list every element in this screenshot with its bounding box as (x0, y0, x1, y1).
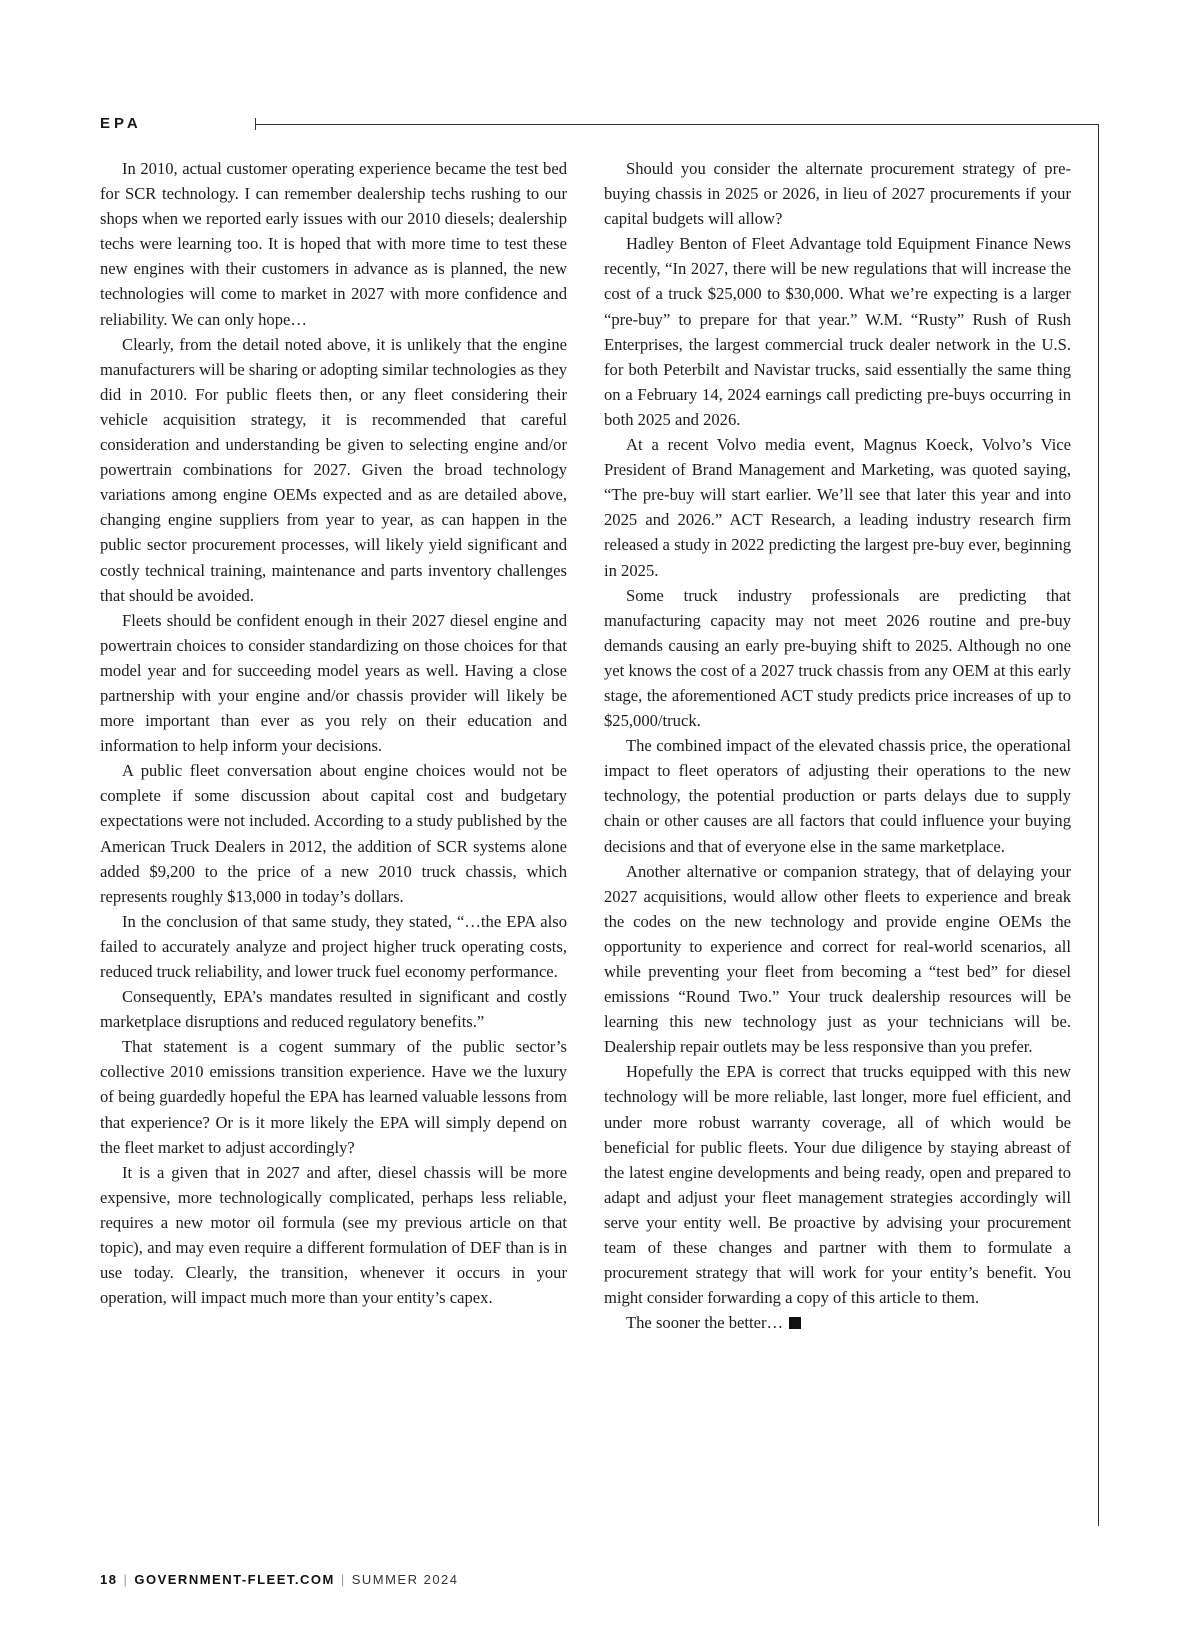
paragraph: Some truck industry professionals are predicting that manufacturing capacity may not meet 2026 routine and pre-buy demands causing an early pre-buying shift to 2025. Although no one yet knows the cost of a 2027 truck chassis from any OEM at this early stage, the aforementioned ACT study predicts price increases of up to $25,000/truck. (604, 585, 1071, 731)
issue-date: SUMMER 2024 (351, 1572, 459, 1587)
paragraph: A public fleet conversation about engine choices would not be complete if some discussion about capital cost and budgetary expectations were not included. According to a study published by the American Truck Dealers in 2012, the addition of SCR systems alone added $9,200 to the price of a new 2010 truck chassis, which represents roughly $13,000 in today’s dollars. (100, 761, 567, 906)
paragraph: At a recent Volvo media event, Magnus Koeck, Volvo’s Vice President of Brand Management and Marketing, was quoted saying, “The pre-buy will start earlier. We’ll see that later this year and into 2025 and 2026.” ACT Research, a leading industry research firm released a study in 2022 predicting the largest pre-buy ever, beginning in 2025. (604, 435, 1071, 580)
paragraph: It is a given that in 2027 and after, diesel chassis will be more expensive, more technologically complicated, perhaps less reliable, requires a new motor oil formula (see my previous article on that topic), and may even require a different formulation of DEF than is in use today. Clearly, the transition, whenever it occurs in your operation, will impact much more than your entity’s capex. (100, 1162, 567, 1308)
paragraph: In the conclusion of that same study, they stated, “…the EPA also failed to accurately analyze and project higher truck operating costs, reduced truck reliability, and lower truck fuel economy performance. (100, 911, 567, 981)
end-mark-icon (789, 1317, 801, 1329)
paragraph: Clearly, from the detail noted above, it is unlikely that the engine manufacturers will be sharing or adopting similar technologies as they did in 2010. For public fleets then, or any fleet considering their vehicle acquisition strategy, it is recommended that careful consideration and understanding be given to selecting engine and/or powertrain combinations for 2027. Given the broad technology variations among engine OEMs expected and as are detailed above, changing engine suppliers from year to year, as can happen in the public sector procurement processes, will likely yield significant and costly technical training, maintenance and parts inventory challenges that should be avoided. (100, 334, 567, 605)
paragraph: Fleets should be confident enough in their 2027 diesel engine and powertrain choices to consider standardizing on those choices for that model year and for succeeding model years as well. Having a close partnership with your engine and/or chassis provider will likely be more important than ever as you rely on their education and information to help inform your decisions. (100, 610, 567, 756)
paragraph: Consequently, EPA’s mandates resulted in significant and costly marketplace disruptions and reduced regulatory benefits.” (100, 987, 567, 1032)
page-number: 18 (100, 1572, 118, 1587)
paragraph: Hadley Benton of Fleet Advantage told Equipment Finance News recently, “In 2027, there will be new regulations that will increase the cost of a truck $25,000 to $30,000. What we’re expecting is a larger “pre-buy” to prepare for that year.” W.M. “Rusty” Rush of Rush Enterprises, the largest commercial truck dealer network in the U.S. for both Peterbilt and Navistar trucks, said essentially the same thing on a February 14, 2024 earnings call predicting pre-buys occurring in both 2025 and 2026. (604, 234, 1071, 429)
left-column (100, 156, 567, 1310)
right-column (604, 156, 1071, 1335)
paragraph: The combined impact of the elevated chassis price, the operational impact to fleet operators of adjusting their operations to the new technology, the potential production or parts delays due to supply chain or other causes are all factors that could influence your buying decisions and that of everyone else in the same marketplace. (604, 736, 1071, 856)
column-rule (1098, 124, 1099, 1526)
header-rule (255, 124, 1098, 125)
paragraph: Hopefully the EPA is correct that trucks equipped with this new technology will be more reliable, last longer, more fuel efficient, and under more robust warranty coverage, all of which would be beneficial for public fleets. Your due diligence by staying abreast of the latest engine developments and being ready, open and prepared to adapt and adjust your fleet management strategies accordingly will serve your entity well. Be proactive by advising your procurement team of these changes and partner with them to formulate a procurement strategy that will work for your entity’s benefit. You might consider forwarding a copy of this article to them. (604, 1062, 1071, 1308)
footer-separator: | (340, 1572, 346, 1587)
footer-separator: | (123, 1572, 129, 1587)
closing-text: The sooner the better… (626, 1313, 784, 1333)
section-label: EPA (100, 115, 142, 132)
paragraph: That statement is a cogent summary of the public sector’s collective 2010 emissions transition experience. Have we the luxury of being guardedly hopeful the EPA has learned valuable lessons from that experience? Or is it more likely the EPA will simply depend on the fleet market to adjust accordingly? (100, 1037, 567, 1157)
paragraph: Another alternative or companion strategy, that of delaying your 2027 acquisitions, would allow other fleets to experience and break the codes on the new technology and provide engine OEMs the opportunity to experience and correct for real-world scenarios, all while preventing your fleet from becoming a “test bed” for diesel emissions “Round Two.” Your truck dealership resources will be learning this new technology just as your technicians will be. Dealership repair outlets may be less responsive than you prefer. (604, 861, 1071, 1057)
page-footer (100, 1572, 459, 1587)
paragraph: In 2010, actual customer operating experience became the test bed for SCR technology. I can remember dealership techs rushing to our shops when we reported early issues with our 2010 diesels; dealership techs were learning too. It is hoped that with more time to test these new engines with their customers in advance as is planned, the new technologies will come to market in 2027 with more confidence and reliability. We can only hope… (100, 159, 567, 329)
closing-paragraph (604, 1310, 1071, 1335)
site-name: GOVERNMENT-FLEET.COM (134, 1572, 335, 1587)
paragraph: Should you consider the alternate procurement strategy of pre-buying chassis in 2025 or 2026, in lieu of 2027 procurements if your capital budgets will allow? (604, 159, 1071, 229)
